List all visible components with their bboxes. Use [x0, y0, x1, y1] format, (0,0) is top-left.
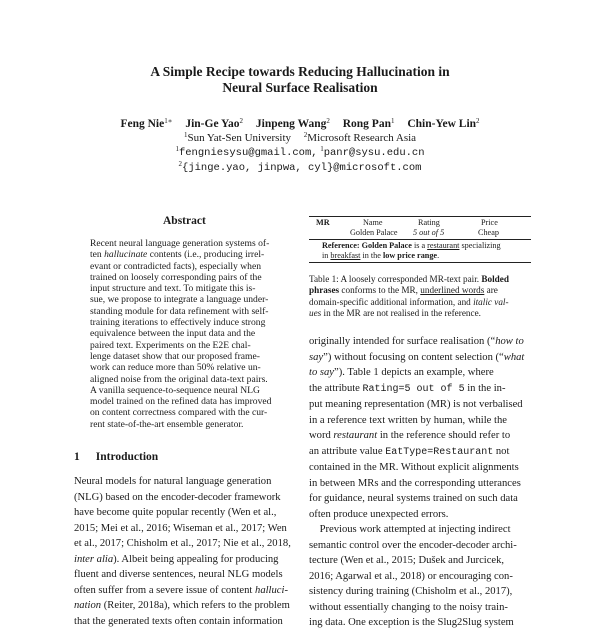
caption-line: ues in the MR are not realised in the reference. — [309, 308, 481, 319]
body-line: in a reference text written by human, while the — [309, 414, 507, 426]
body-line: in between MRs and the corresponding utterances — [309, 477, 521, 489]
abstract-line: sue, we propose to integrate a language under- — [90, 294, 269, 306]
caption-line: Table 1: A loosely corresponded MR-text pair. Bolded — [309, 274, 509, 284]
table-header-rating: Rating — [418, 218, 440, 227]
body-line: without essentially changing to the noisy train- — [309, 601, 508, 613]
body-line: tecture (Wen et al., 2015; Dušek and Jurcicek, — [309, 555, 505, 566]
abstract-line: trained on loosely corresponding pairs of the — [90, 271, 262, 283]
abstract-line: paired text. Experiments on the E2E chal- — [90, 339, 251, 351]
email-line-1: $^1$fengniesysu@gmail.com, $^1$panr@sysu.edu.cn — [175, 145, 425, 159]
table-cell-price: Cheap — [478, 228, 499, 237]
table-cell-name: Golden Palace — [350, 228, 398, 237]
abstract-line: ten hallucinate contents (i.e., producing irrel- — [90, 249, 265, 261]
abstract-line: rent state-of-the-art ensemble generator. — [90, 418, 244, 430]
abstract-line: A vanilla sequence-to-sequence neural NLG — [90, 384, 260, 396]
body-line: nation (Reiter, 2018a), which refers to the problem — [74, 600, 290, 611]
caption-line: phrases conforms to the MR, underlined words are — [309, 285, 498, 296]
abstract-line: standing module for data refinement with self- — [90, 305, 269, 317]
abstract-body — [90, 238, 271, 430]
author: Jin-Ge Yao$^2$ — [185, 117, 244, 130]
abstract-line: input structure and text. To mitigate this is- — [90, 283, 256, 295]
body-line: to say”). Table 1 depicts an example, where — [309, 367, 494, 378]
table-header-name: Name — [363, 218, 383, 227]
caption-line: domain-specific additional information, and italic val- — [309, 296, 509, 307]
author: Jinpeng Wang$^2$ — [255, 117, 330, 130]
table-reference-line-2: in breakfast in the low price range. — [322, 251, 440, 260]
affiliation-list — [0, 131, 600, 144]
table-reference-line-1: Reference: Golden Palace is a restaurant specializing — [322, 241, 501, 250]
abstract-line: model trained on the refined data has improved — [90, 396, 272, 408]
body-line: et al., 2017; Chisholm et al., 2017; Nie et al., 2018, — [74, 538, 291, 549]
abstract-heading: Abstract — [163, 215, 206, 227]
body-line: sistency during training (Chisholm et al., 2017), — [309, 586, 513, 597]
body-line: often suffer from a severe issue of content halluci- — [74, 584, 288, 596]
paper-title-line-1: A Simple Recipe towards Reducing Hallucination in — [150, 64, 450, 79]
abstract-line: work can reduce more than 50% relative un- — [90, 362, 261, 374]
table-top-rule — [309, 216, 531, 217]
abstract-line: on content correctness compared with the cur- — [90, 407, 268, 419]
body-line: that the generated texts often contain information — [74, 615, 283, 627]
email-line-2: $^2${jinge.yao, jinpwa, cyl}@microsoft.com — [178, 160, 422, 174]
body-line: 2015; Mei et al., 2016; Wiseman et al., 2017; Wen — [74, 522, 287, 534]
author: Rong Pan$^1$ — [342, 117, 395, 130]
author-list — [0, 117, 600, 130]
body-line: fluent and diverse sentences, neural NLG models — [74, 569, 283, 580]
body-line: (NLG) based on the encoder-decoder framework — [74, 491, 281, 503]
body-line: the attribute Rating=5 out of 5 in the in- — [309, 382, 506, 395]
abstract-line: lenge dataset show that our proposed frame- — [90, 350, 260, 362]
abstract-line: evant or contradicted facts), especially when — [90, 260, 262, 272]
table-cell-rating: 5 out of 5 — [413, 228, 445, 237]
body-line: often produce unexpected errors. — [309, 508, 449, 520]
table-header-price: Price — [481, 218, 498, 227]
body-line: originally intended for surface realisation (“how to — [309, 336, 524, 347]
section-heading-introduction: 1 Introduction — [74, 451, 159, 463]
body-line: Previous work attempted at injecting indirect — [309, 524, 511, 535]
body-line: semantic control over the encoder-decoder archi- — [309, 539, 517, 551]
abstract-line: training iterations to effectively induce strong — [90, 317, 266, 329]
body-line: ing data. One exception is the Slug2Slug system — [309, 617, 514, 628]
body-line: have become quite popular recently (Wen et al., — [74, 507, 277, 518]
table-header-mr: MR — [316, 218, 330, 227]
body-line: contained in the MR. Without explicit alignments — [309, 462, 519, 473]
table-caption — [309, 274, 509, 320]
body-line: 2016; Agarwal et al., 2018) or encouraging con- — [309, 570, 513, 582]
body-line: inter alia). Albeit being appealing for producing — [74, 553, 279, 565]
body-line: put meaning representation (MR) is not verbalised — [309, 399, 523, 410]
body-line: say”) without focusing on content selection (“what — [309, 351, 525, 363]
abstract-line: aligned noise from the original data-text pairs. — [90, 373, 268, 385]
affiliation: $^1$Sun Yat-Sen University — [183, 131, 292, 144]
introduction-body — [74, 474, 291, 629]
author: Feng Nie$^{1∗}$ — [120, 117, 173, 130]
body-line: an attribute value EatType=Restaurant not — [309, 445, 510, 458]
table-bottom-rule — [309, 262, 531, 263]
affiliation: $^2$Microsoft Research Asia — [303, 131, 417, 144]
table-mid-rule — [309, 239, 531, 240]
body-line: for guidance, neural systems trained on such data — [309, 493, 518, 504]
paper-title-line-2: Neural Surface Realisation — [222, 80, 378, 95]
right-column-body — [309, 334, 524, 631]
author: Chin-Yew Lin$^2$ — [407, 117, 480, 130]
body-line: word restaurant in the reference should refer to — [309, 430, 511, 441]
body-line: Neural models for natural language generation — [74, 476, 272, 487]
abstract-line: equivalence between the input data and the — [90, 328, 256, 340]
abstract-line: Recent neural language generation systems of- — [90, 238, 270, 249]
